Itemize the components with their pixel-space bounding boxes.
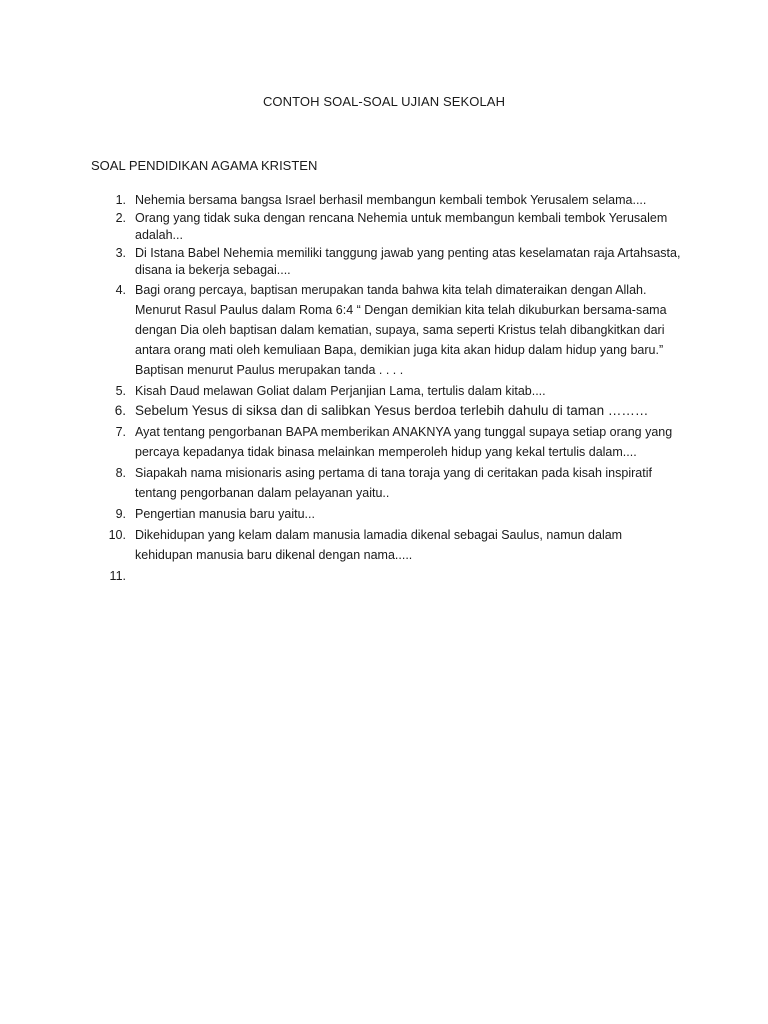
question-number: 6.: [114, 403, 126, 418]
question-item: [91, 383, 681, 400]
question-number: 3.: [115, 246, 126, 260]
question-text: Orang yang tidak suka dengan rencana Nehemia untuk membangun kembali tembok Yerusalem adalah...: [135, 211, 668, 242]
question-number: 1.: [115, 193, 126, 207]
question-item: [91, 422, 681, 462]
question-text: Siapakah nama misionaris asing pertama di tana toraja yang di ceritakan pada kisah inspiratif tentang pengorbanan dalam pelayanan yaitu..: [135, 466, 652, 500]
question-text: Ayat tentang pengorbanan BAPA memberikan ANAKNYA yang tunggal supaya setiap orang yang percaya kepadanya tidak binasa melainkan memperoleh hidup yang kekal tertulis dalam....: [135, 425, 673, 459]
question-item: [91, 566, 681, 586]
question-item: [91, 245, 681, 279]
question-text: Dikehidupan yang kelam dalam manusia lamadia dikenal sebagai Saulus, namun dalam kehidupan manusia baru dikenal dengan nama.....: [135, 528, 623, 562]
question-text: [135, 566, 681, 586]
question-number: 8.: [115, 466, 126, 480]
question-item: [91, 280, 681, 380]
question-item: [91, 504, 681, 524]
question-text: Kisah Daud melawan Goliat dalam Perjanjian Lama, tertulis dalam kitab....: [135, 384, 546, 398]
document-title: CONTOH SOAL-SOAL UJIAN SEKOLAH: [262, 94, 506, 109]
question-text: Sebelum Yesus di siksa dan di salibkan Yesus berdoa terlebih dahulu di taman ………: [135, 403, 649, 418]
question-number: 10.: [108, 528, 126, 542]
question-number: 7.: [115, 425, 126, 439]
question-text: Di Istana Babel Nehemia memiliki tanggung jawab yang penting atas keselamatan raja Artahsasta, disana ia bekerja sebagai....: [135, 246, 681, 277]
section-heading: SOAL PENDIDIKAN AGAMA KRISTEN: [91, 158, 318, 173]
question-text: Bagi orang percaya, baptisan merupakan tanda bahwa kita telah dimateraikan dengan Allah. Menurut Rasul Paulus dalam Roma 6:4 “ Dengan demikian kita telah dikuburkan bersama-sama dengan Dia oleh baptisan dalam kematian, supaya, sama seperti Kristus telah dibangkitkan dari antara orang mati oleh kemuliaan Bapa, demikian juga kita akan hidup dalam hidup yang baru.” Baptisan menurut Paulus merupakan tanda . . . .: [135, 283, 667, 377]
question-item: [91, 401, 681, 421]
question-number: 4.: [115, 283, 126, 297]
question-item: [91, 192, 681, 209]
question-number: 5.: [115, 384, 126, 398]
question-item: [91, 525, 681, 565]
question-number: 11.: [109, 569, 126, 583]
question-text: Pengertian manusia baru yaitu...: [135, 507, 315, 521]
question-text: Nehemia bersama bangsa Israel berhasil membangun kembali tembok Yerusalem selama....: [135, 193, 647, 207]
question-list: [91, 192, 681, 587]
question-number: 9.: [115, 507, 126, 521]
question-number: 2.: [115, 211, 126, 225]
question-item: [91, 210, 681, 244]
question-item: [91, 463, 681, 503]
